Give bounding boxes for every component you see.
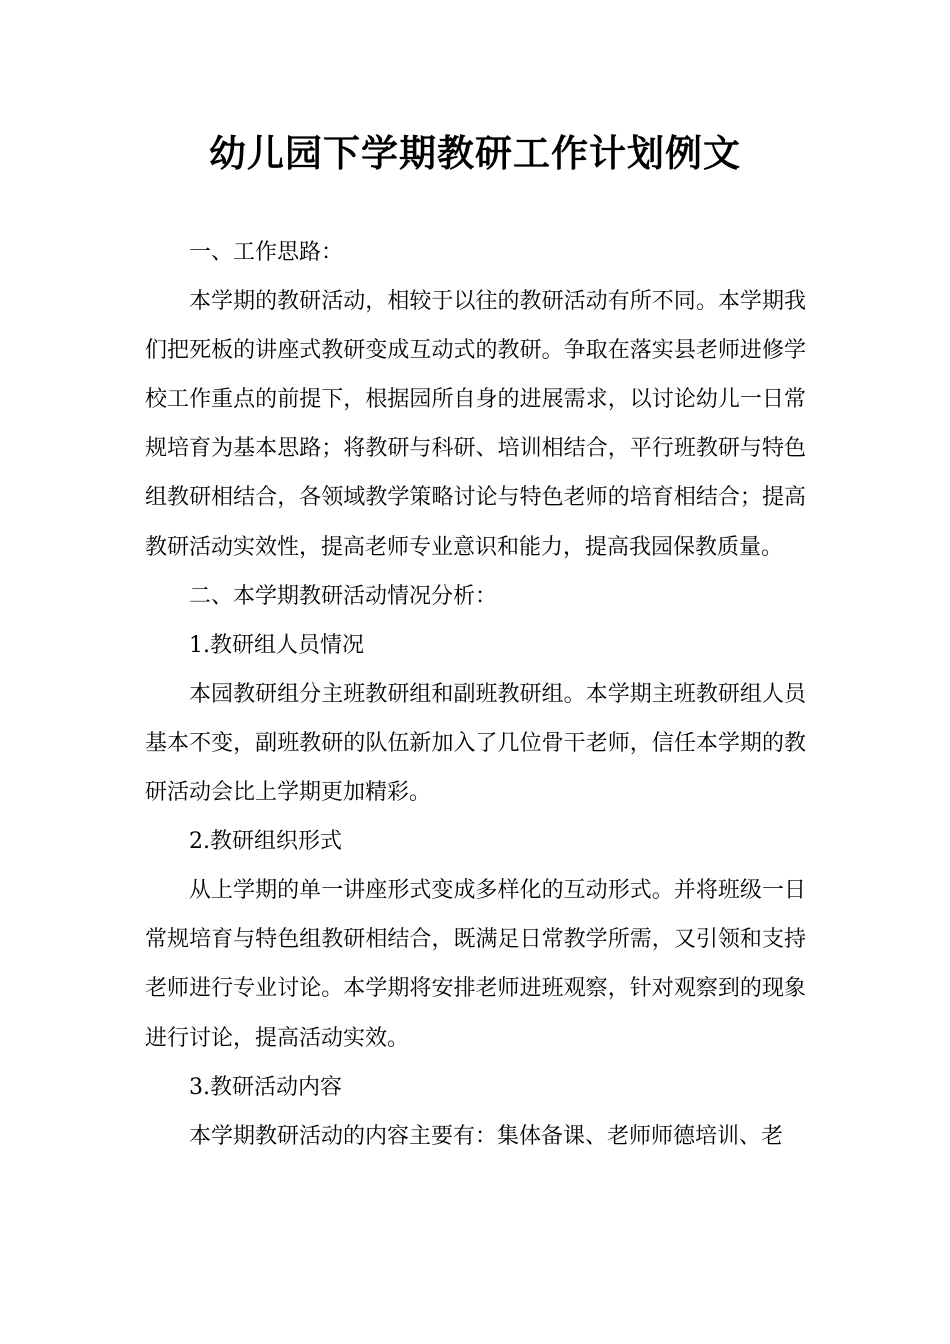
subheading-staff: 1.教研组人员情况 bbox=[189, 632, 364, 658]
paragraph-staff: 本园教研组分主班教研组和副班教研组。本学期主班教研组人员基本不变，副班教研的队伍新加入了几位骨干老师，信任本学期的教研活动会比上学期更加精彩。 bbox=[145, 681, 806, 806]
subheading-format: 2.教研组织形式 bbox=[189, 829, 342, 855]
paragraph-work-approach: 本学期的教研活动，相较于以往的教研活动有所不同。本学期我们把死板的讲座式教研变成互动式的教研。争取在落实县老师进修学校工作重点的前提下，根据园所自身的进展需求，以讨论幼儿一日常规培育为基本思路；将教研与科研、培训相结合，平行班教研与特色组教研相结合，各领域教学策略讨论与特色老师的培育相结合；提高教研活动实效性，提高老师专业意识和能力，提高我园保教质量。 bbox=[145, 289, 806, 560]
document-body bbox=[145, 228, 806, 1161]
paragraph-format: 从上学期的单一讲座形式变成多样化的互动形式。并将班级一日常规培育与特色组教研相结合，既满足日常教学所需，又引领和支持老师进行专业讨论。本学期将安排老师进班观察，针对观察到的现象进行讨论，提高活动实效。 bbox=[145, 878, 806, 1051]
section-heading-work-approach: 一、工作思路： bbox=[189, 240, 344, 265]
subheading-content: 3.教研活动内容 bbox=[189, 1074, 342, 1100]
document-title: 幼儿园下学期教研工作计划例文 bbox=[209, 132, 741, 175]
paragraph-content: 本学期教研活动的内容主要有：集体备课、老师师德培训、老 bbox=[189, 1123, 784, 1149]
section-heading-analysis: 二、本学期教研活动情况分析： bbox=[189, 583, 498, 609]
